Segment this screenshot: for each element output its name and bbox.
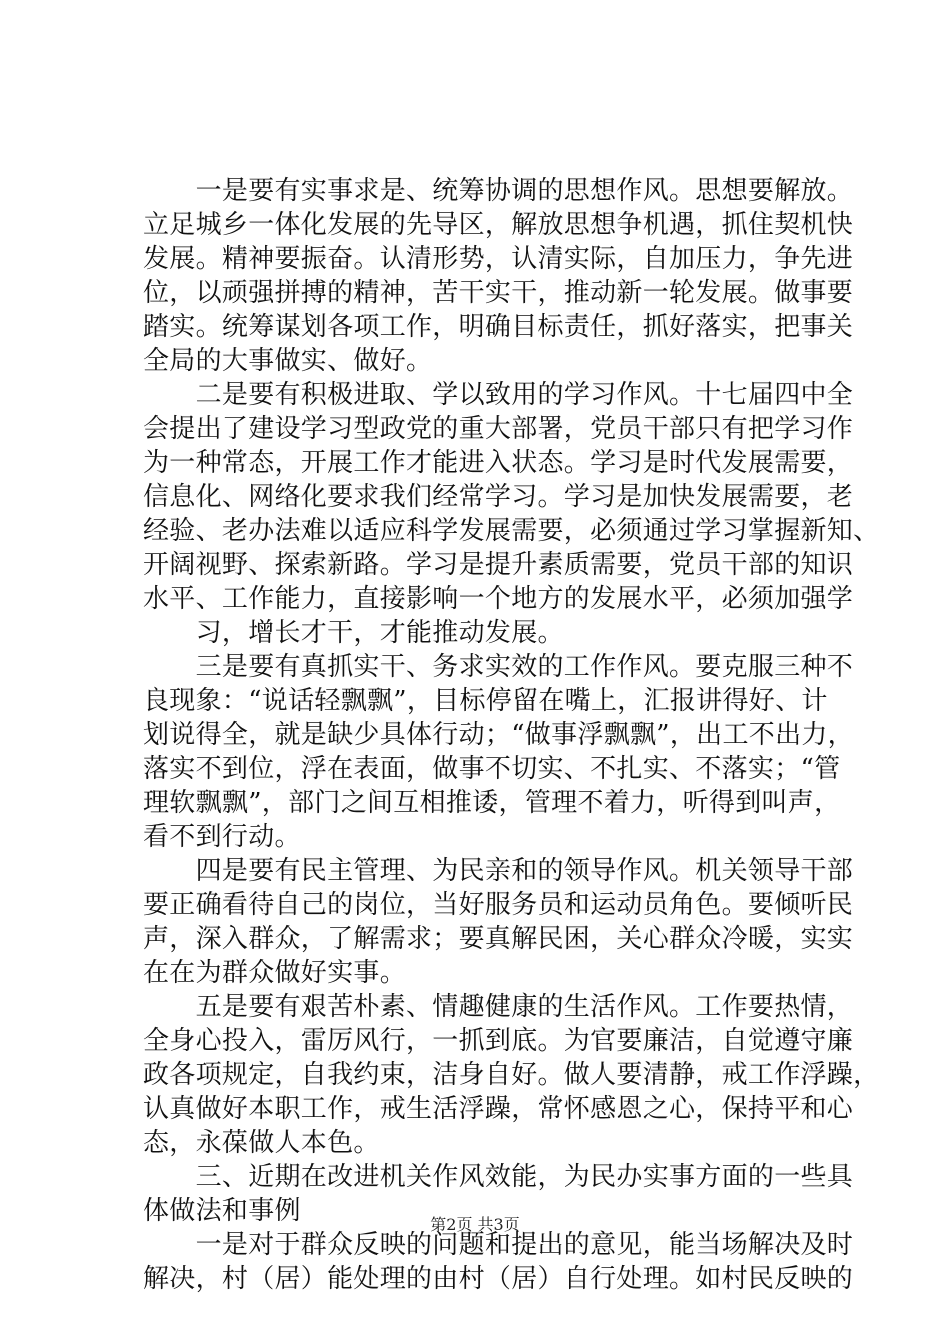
text-line: 态，永葆做人本色。 bbox=[143, 1128, 380, 1158]
text-line: 落实不到位，浮在表面，做事不切实、不扎实、不落实；“管 bbox=[143, 754, 841, 784]
text-line: 位，以顽强拼搏的精神，苦干实干，推动新一轮发展。做事要 bbox=[143, 278, 854, 308]
text-line: 立足城乡一体化发展的先导区，解放思想争机遇，抓住契机快 bbox=[143, 210, 854, 240]
text-line: 政各项规定，自我约束，洁身自好。做人要清静，戒工作浮躁， bbox=[143, 1060, 880, 1090]
text-line: 会提出了建设学习型政党的重大部署，党员干部只有把学习作 bbox=[143, 414, 854, 444]
text-line: 在在为群众做好实事。 bbox=[143, 958, 407, 988]
text-line: 经验、老办法难以适应科学发展需要，必须通过学习掌握新知、 bbox=[143, 516, 880, 546]
text-line: 水平、工作能力，直接影响一个地方的发展水平，必须加强学 bbox=[143, 584, 854, 614]
text-line: 五是要有艰苦朴素、情趣健康的生活作风。工作要热情， bbox=[143, 992, 854, 1022]
text-line: 良现象：“说话轻飘飘”，目标停留在嘴上，汇报讲得好、计 bbox=[143, 686, 828, 716]
text-line: 解决，村（居）能处理的由村（居）自行处理。如村民反映的 bbox=[143, 1264, 854, 1294]
text-line: 踏实。统筹谋划各项工作，明确目标责任，抓好落实，把事关 bbox=[143, 312, 854, 342]
text-line: 三是要有真抓实干、务求实效的工作作风。要克服三种不 bbox=[143, 652, 854, 682]
text-line: 一是要有实事求是、统筹协调的思想作风。思想要解放。 bbox=[143, 176, 854, 206]
text-line: 四是要有民主管理、为民亲和的领导作风。机关领导干部 bbox=[143, 856, 854, 886]
text-line: 信息化、网络化要求我们经常学习。学习是加快发展需要，老 bbox=[143, 482, 854, 512]
text-line: 全身心投入，雷厉风行，一抓到底。为官要廉洁，自觉遵守廉 bbox=[143, 1026, 854, 1056]
text-line: 开阔视野、探索新路。学习是提升素质需要，党员干部的知识 bbox=[143, 550, 854, 580]
text-line: 认真做好本职工作，戒生活浮躁，常怀感恩之心，保持平和心 bbox=[143, 1094, 854, 1124]
text-line: 声，深入群众，了解需求；要真解民困，关心群众冷暖，实实 bbox=[143, 924, 854, 954]
text-line: 看不到行动。 bbox=[143, 822, 301, 852]
text-line: 发展。精神要振奋。认清形势，认清实际，自加压力，争先进 bbox=[143, 244, 854, 274]
text-line: 二是要有积极进取、学以致用的学习作风。十七届四中全 bbox=[143, 380, 854, 410]
text-line: 习，增长才干，才能推动发展。 bbox=[143, 618, 564, 648]
text-line: 体做法和事例 bbox=[143, 1196, 301, 1226]
text-line: 全局的大事做实、做好。 bbox=[143, 346, 433, 376]
page-number-footer: 第2页 共3页 bbox=[430, 1215, 520, 1234]
text-line: 要正确看待自己的岗位，当好服务员和运动员角色。要倾听民 bbox=[143, 890, 854, 920]
text-line: 为一种常态，开展工作才能进入状态。学习是时代发展需要， bbox=[143, 448, 854, 478]
text-line: 一是对于群众反映的问题和提出的意见，能当场解决及时 bbox=[143, 1230, 854, 1260]
text-line: 理软飘飘”，部门之间互相推诿，管理不着力，听得到叫声， bbox=[143, 788, 841, 818]
text-line: 划说得全，就是缺少具体行动；“做事浮飘飘”，出工不出力， bbox=[143, 720, 854, 750]
text-line: 三、近期在改进机关作风效能，为民办实事方面的一些具 bbox=[143, 1162, 854, 1192]
